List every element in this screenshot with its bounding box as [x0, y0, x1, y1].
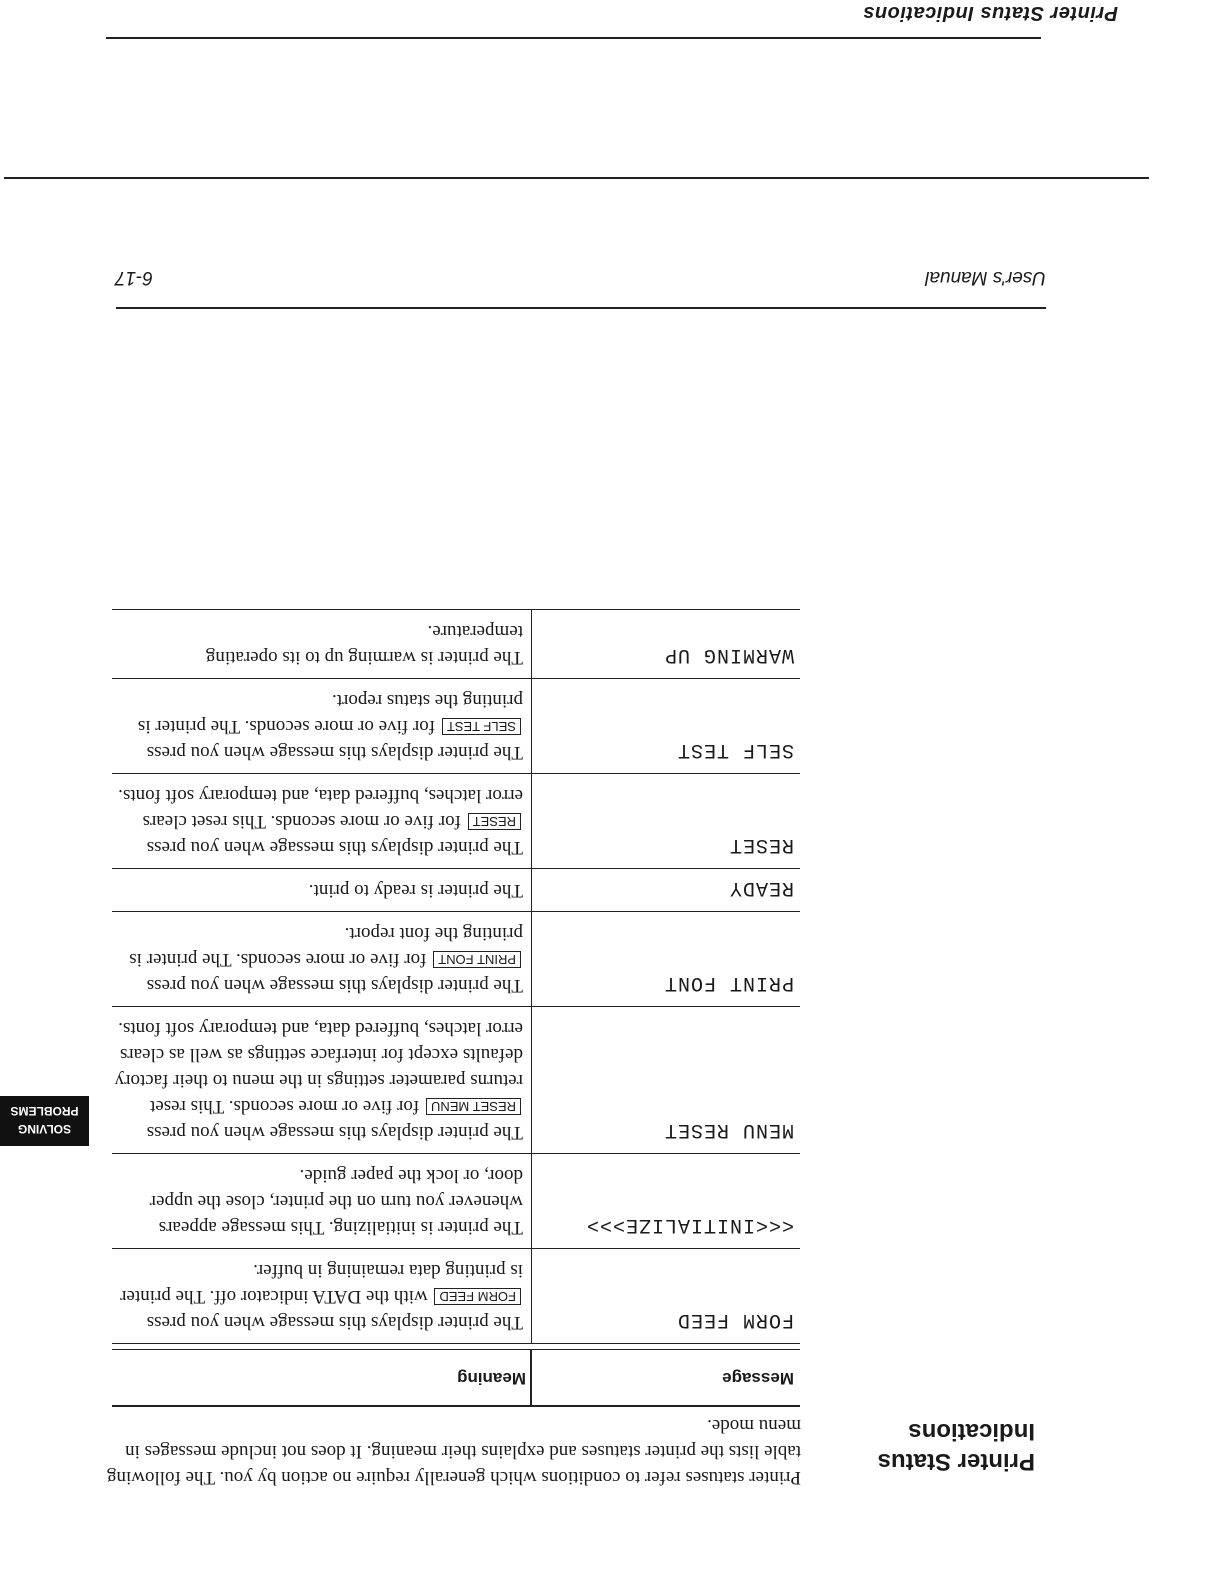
status-meaning [112, 1155, 532, 1249]
table-top-rule [112, 1406, 800, 1408]
status-meaning [112, 870, 532, 912]
status-meaning [112, 1250, 532, 1344]
meaning-text: The printer is ready to print. [308, 880, 523, 902]
page-number: 6-17 [114, 267, 153, 288]
meaning-text: The printer displays this message when you press [146, 837, 523, 859]
table-row [112, 1007, 800, 1154]
meaning-text: The printer displays this message when you press [146, 975, 523, 997]
table-row [112, 679, 800, 774]
intro-paragraph [81, 1412, 801, 1490]
status-meaning [112, 1008, 532, 1154]
meaning-text: The printer displays this message when you press [146, 1312, 523, 1334]
page-bottom-rule [4, 177, 1149, 179]
status-meaning [112, 775, 532, 869]
section-heading: Printer Status Indications [877, 1418, 1035, 1475]
key-label: SELF TEST [442, 719, 521, 736]
meaning-text: for five or more seconds. This reset returns parameter settings in the menu to their factory defaults except for interface settings as well as clears error latches, buffered data, and temporary soft fonts. [114, 1018, 523, 1118]
status-message: SELF TEST [676, 738, 794, 762]
running-head: Printer Status Indications [862, 2, 1118, 24]
table-row [112, 912, 800, 1007]
meaning-text: for five or more seconds. This reset clears error latches, buffered data, and temporary soft fonts. [118, 785, 523, 833]
meaning-text: with the DATA indicator off. The printer is printing data remaining in buffer. [120, 1260, 523, 1308]
footer-rule [116, 308, 1046, 310]
key-label: RESET MENU [426, 1099, 521, 1116]
status-message: MENU RESET [663, 1118, 794, 1142]
status-meaning [112, 913, 532, 1007]
table-row [112, 1154, 800, 1249]
header-divider [531, 1351, 533, 1406]
key-label: FORM FEED [434, 1289, 521, 1306]
meaning-text: The printer is initializing. This message appears whenever you turn on the printer, close the upper door, or lock the paper guide. [149, 1165, 523, 1239]
table-row [112, 869, 800, 912]
status-message: READY [728, 876, 794, 900]
header-meaning: Meaning [457, 1369, 526, 1389]
status-message: WARMING UP [663, 643, 794, 667]
status-table [112, 610, 800, 1408]
meaning-text: for five or more seconds. The printer is printing the font report. [129, 923, 523, 971]
meaning-text: The printer displays this message when you press [146, 1122, 523, 1144]
key-label: PRINT FONT [433, 952, 521, 969]
status-message: RESET [728, 833, 794, 857]
table-body [112, 610, 800, 1344]
status-meaning [112, 680, 532, 774]
meaning-text: The printer is warming up to its operating temperature. [205, 621, 523, 669]
chapter-tab: SOLVING PROBLEMS [0, 1096, 89, 1146]
key-label: RESET [468, 814, 521, 831]
header-rule [106, 37, 1041, 39]
table-header [112, 1351, 800, 1406]
table-row [112, 774, 800, 869]
table-row [112, 1249, 800, 1344]
table-row [112, 610, 800, 679]
meaning-text: The printer displays this message when you press [146, 742, 523, 764]
status-message: <<<INITIALIZE>>> [585, 1213, 794, 1237]
manual-title: User's Manual [925, 267, 1046, 288]
meaning-text: for five or more seconds. The printer is printing the status report. [137, 690, 523, 738]
header-message: Message [722, 1369, 794, 1389]
status-message: PRINT FONT [663, 971, 794, 995]
status-meaning [112, 611, 532, 679]
status-message: FORM FEED [676, 1308, 794, 1332]
header-double-rule [112, 1344, 800, 1351]
intro-text: Printer statuses refer to conditions which generally require no action by you. The following table lists the printer statuses and explains their meaning. It does not include messages in menu mode. [106, 1415, 801, 1488]
